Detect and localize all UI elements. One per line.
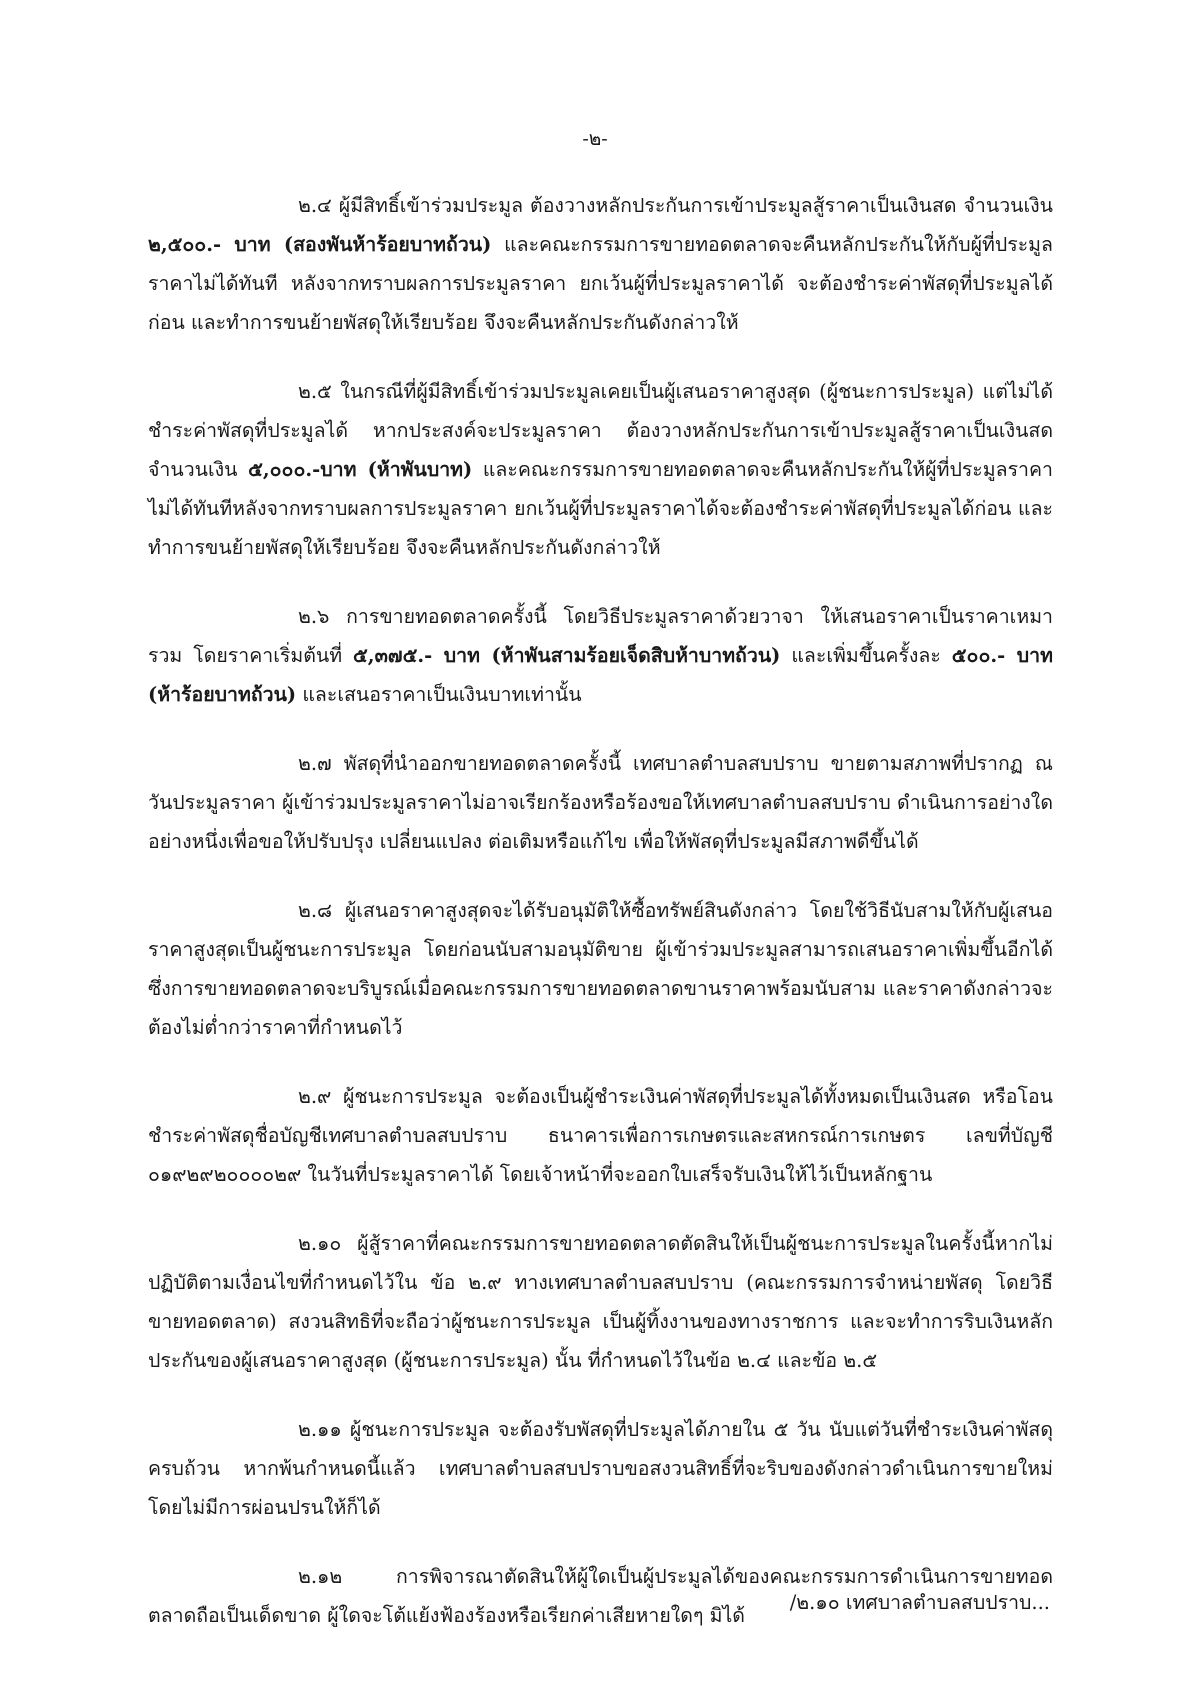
clause-text: ๒.๘ ผู้เสนอราคาสูงสุดจะได้รับอนุมัติให้ซื้อทรัพย์สินดังกล่าว โดยใช้วิธีนับสามให้กับผู้เสนอราคาสูงสุดเป็นผู้ชนะการประมูล โดยก่อนนับสามอนุมัติขาย ผู้เข้าร่วมประมูลสามารถเสนอราคาเพิ่มขึ้นอีกได้ ซึ่งการขายทอดตลาดจะบริบูรณ์เมื่อคณะกรรมการขายทอดตลาดขานราคาพร้อมนับสาม และราคาดังกล่าวจะต้องไม่ต่ำกว่าราคาที่กำหนดไว้ (148, 899, 1053, 1039)
clause-text: และเพิ่มขึ้นครั้งละ (780, 644, 952, 667)
clause-text: ๒.๑๒ การพิจารณาตัดสินให้ผู้ใดเป็นผู้ประมูลได้ของคณะกรรมการดำเนินการขายทอดตลาดถือเป็นเด็ดขาด ผู้ใดจะโต้แย้งฟ้องร้องหรือเรียกค่าเสียหายใดๆ มิได้ (148, 1565, 1053, 1627)
clause-2-7 (148, 744, 1053, 861)
clause-emphasis: ๕๐๐.- บาท (ห้าร้อยบาทถ้วน) (148, 644, 1053, 706)
clause-2-10 (148, 1224, 1053, 1380)
clause-2-11 (148, 1410, 1053, 1527)
page-number: -๒- (582, 128, 608, 150)
clause-text: ๒.๑๑ ผู้ชนะการประมูล จะต้องรับพัสดุที่ประมูลได้ภายใน ๕ วัน นับแต่วันที่ชำระเงินค่าพัสดุครบถ้วน หากพ้นกำหนดนี้แล้ว เทศบาลตำบลสบปราบขอสงวนสิทธิ์ที่จะริบของดังกล่าวดำเนินการขายใหม่โดยไม่มีการผ่อนปรนให้ก็ได้ (148, 1418, 1053, 1519)
clause-2-6 (148, 597, 1053, 714)
clause-text: และคณะกรรมการขายทอดตลาดจะคืนหลักประกันให้กับผู้ที่ประมูลราคาไม่ได้ทันที หลังจากทราบผลการประมูลราคา ยกเว้นผู้ที่ประมูลราคาได้ จะต้องชำระค่าพัสดุที่ประมูลได้ก่อน และทำการขนย้ายพัสดุให้เรียบร้อย จึงจะคืนหลักประกันดังกล่าวให้ (148, 233, 1053, 334)
clause-2-8 (148, 891, 1053, 1047)
clause-2-5 (148, 372, 1053, 567)
clause-text: ๒.๑๐ ผู้สู้ราคาที่คณะกรรมการขายทอดตลาดตัดสินให้เป็นผู้ชนะการประมูลในครั้งนี้หากไม่ปฏิบัติตามเงื่อนไขที่กำหนดไว้ใน ข้อ ๒.๙ ทางเทศบาลตำบลสบปราบ (คณะกรรมการจำหน่ายพัสดุ โดยวิธีขายทอดตลาด) สงวนสิทธิที่จะถือว่าผู้ชนะการประมูล เป็นผู้ทิ้งงานของทางราชการ และจะทำการริบเงินหลักประกันของผู้เสนอราคาสูงสุด (ผู้ชนะการประมูล) นั้น ที่กำหนดไว้ในข้อ ๒.๔ และข้อ ๒.๕ (148, 1232, 1053, 1372)
clause-text: ๒.๙ ผู้ชนะการประมูล จะต้องเป็นผู้ชำระเงินค่าพัสดุที่ประมูลได้ทั้งหมดเป็นเงินสด หรือโอนชำระค่าพัสดุชื่อบัญชีเทศบาลตำบลสบปราบ ธนาคารเพื่อการเกษตรและสหกรณ์การเกษตร เลขที่บัญชี ๐๑๙๒๙๒๐๐๐๐๒๙ ในวันที่ประมูลราคาได้ โดยเจ้าหน้าที่จะออกใบเสร็จรับเงินให้ไว้เป็นหลักฐาน (148, 1085, 1053, 1186)
clause-text: และคณะกรรมการขายทอดตลาดจะคืนหลักประกันให้ผู้ที่ประมูลราคาไม่ได้ทันทีหลังจากทราบผลการประมูลราคา ยกเว้นผู้ที่ประมูลราคาได้จะต้องชำระค่าพัสดุที่ประมูลได้ก่อน และทำการขนย้ายพัสดุให้เรียบร้อย จึงจะคืนหลักประกันดังกล่าวให้ (148, 458, 1053, 559)
clause-emphasis: ๕,๐๐๐.-บาท (ห้าพันบาท) (248, 458, 473, 481)
clause-2-4 (148, 186, 1053, 342)
continuation-reference: /๒.๑๐ เทศบาลตำบลสบปราบ... (789, 1591, 1050, 1614)
clause-text: ๒.๕ ในกรณีที่ผู้มีสิทธิ์เข้าร่วมประมูลเคยเป็นผู้เสนอราคาสูงสุด (ผู้ชนะการประมูล) แต่ไม่ได้ชำระค่าพัสดุที่ประมูลได้ หากประสงค์จะประมูลราคา ต้องวางหลักประกันการเข้าประมูลสู้ราคาเป็นเงินสด จำนวนเงิน (148, 380, 1053, 481)
clause-2-9 (148, 1077, 1053, 1194)
clause-text: ๒.๗ พัสดุที่นำออกขายทอดตลาดครั้งนี้ เทศบาลตำบลสบปราบ ขายตามสภาพที่ปรากฏ ณ วันประมูลราคา ผู้เข้าร่วมประมูลราคาไม่อาจเรียกร้องหรือร้องขอให้เทศบาลตำบลสบปราบ ดำเนินการอย่างใดอย่างหนึ่งเพื่อขอให้ปรับปรุง เปลี่ยนแปลง ต่อเติมหรือแก้ไข เพื่อให้พัสดุที่ประมูลมีสภาพดีขึ้นได้ (148, 752, 1053, 853)
document-body (148, 186, 1053, 1665)
clause-text: ๒.๔ ผู้มีสิทธิ์เข้าร่วมประมูล ต้องวางหลักประกันการเข้าประมูลสู้ราคาเป็นเงินสด จำนวนเงิน (298, 194, 1053, 217)
clause-text: ๒.๖ การขายทอดตลาดครั้งนี้ โดยวิธีประมูลราคาด้วยวาจา ให้เสนอราคาเป็นราคาเหมารวม โดยราคาเริ่มต้นที่ (148, 605, 1053, 667)
clause-emphasis: ๒,๕๐๐.- บาท (สองพันห้าร้อยบาทถ้วน) (148, 233, 492, 256)
clause-text: และเสนอราคาเป็นเงินบาทเท่านั้น (296, 683, 582, 706)
clause-emphasis: ๕,๓๗๕.- บาท (ห้าพันสามร้อยเจ็ดสิบห้าบาทถ้วน) (353, 644, 781, 667)
